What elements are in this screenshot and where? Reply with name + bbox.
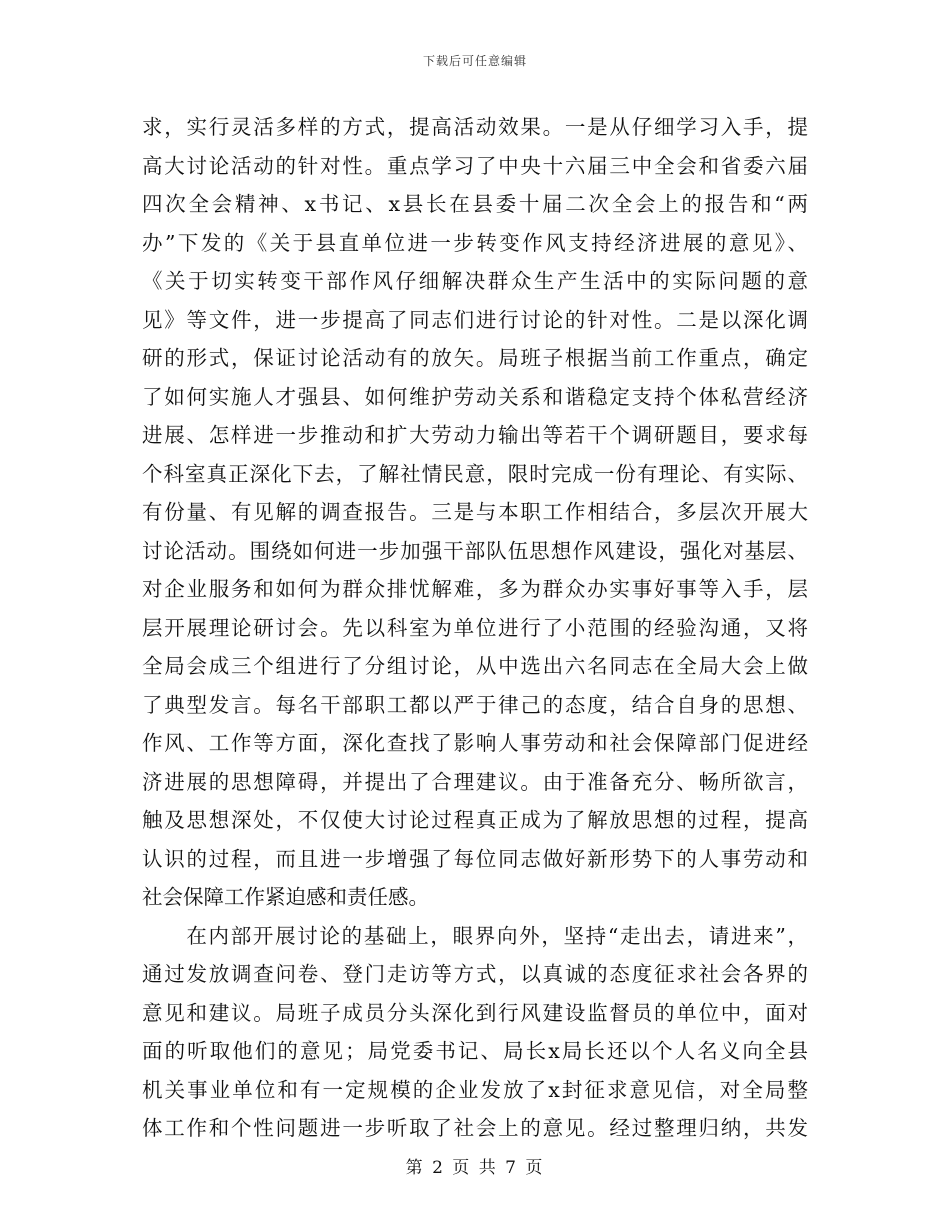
text-line: 《关于切实转变干部作风仔细解决群众生产生活中的实际问题的意 [142,269,808,293]
text-line: 办”下发的《关于县直单位进一步转变作风支持经济进展的意见》、 [142,230,808,255]
page-header: 下载后可任意编辑 [422,54,527,68]
text-line: 研的形式，保证讨论活动有的放矢。局班子根据当前工作重点，确定 [142,346,808,370]
text-line: 对企业服务和如何为群众排忧解难，多为群众办实事好事等入手，层 [142,577,808,601]
document-body [142,108,808,1148]
text-line: 进展、怎样进一步推动和扩大劳动力输出等若干个调研题目，要求每 [142,423,808,447]
text-line: 全局会成三个组进行了分组讨论，从中选出六名同志在全局大会上做 [142,654,808,678]
text-line: 认识的过程，而且进一步增强了每位同志做好新形势下的人事劳动和 [142,846,808,871]
text-line: 通过发放调查问卷、登门走访等方式，以真诚的态度征求社会各界的 [142,962,808,986]
text-line: 体工作和个性问题进一步听取了社会上的意见。经过整理归纳，共发 [142,1116,808,1140]
text-line: 四次全会精神、x书记、x县长在县委十届二次全会上的报告和“两 [142,192,808,216]
text-line: 作风、工作等方面，深化查找了影响人事劳动和社会保障部门促进经 [142,731,808,755]
text-line: 求，实行灵活多样的方式，提高活动效果。一是从仔细学习入手，提 [142,115,808,139]
text-line: 了如何实施人才强县、如何维护劳动关系和谐稳定支持个体私营经济 [142,384,808,409]
text-line: 有份量、有见解的调查报告。三是与本职工作相结合，多层次开展大 [142,500,808,524]
text-line: 高大讨论活动的针对性。重点学习了中央十六届三中全会和省委六届 [142,153,808,178]
text-line: 个科室真正深化下去，了解社情民意，限时完成一份有理论、有实际、 [142,461,808,486]
text-line: 层开展理论研讨会。先以科室为单位进行了小范围的经验沟通，又将 [142,615,808,640]
text-line: 面的听取他们的意见；局党委书记、局长x局长还以个人名义向全县 [142,1039,808,1063]
text-line-paragraph-start: 在内部开展讨论的基础上，眼界向外，坚持“走出去，请进来”， [142,923,808,948]
text-line-paragraph-end: 社会保障工作紧迫感和责任感。 [142,885,429,909]
text-line: 触及思想深处，不仅使大讨论过程真正成为了解放思想的过程，提高 [142,808,808,832]
text-line: 济进展的思想障碍，并提出了合理建议。由于准备充分、畅所欲言， [142,769,808,794]
page-number-footer: 第 2 页 共 7 页 [405,1158,545,1178]
text-line: 了典型发言。每名干部职工都以严于律己的态度，结合自身的思想、 [142,692,808,717]
text-line: 意见和建议。局班子成员分头深化到行风建设监督员的单位中，面对 [142,1000,808,1025]
text-line: 机关事业单位和有一定规模的企业发放了x封征求意见信，对全局整 [142,1077,808,1102]
text-line: 讨论活动。围绕如何进一步加强干部队伍思想作风建设，强化对基层、 [142,538,808,563]
text-line: 见》等文件，进一步提高了同志们进行讨论的针对性。二是以深化调 [142,307,808,332]
